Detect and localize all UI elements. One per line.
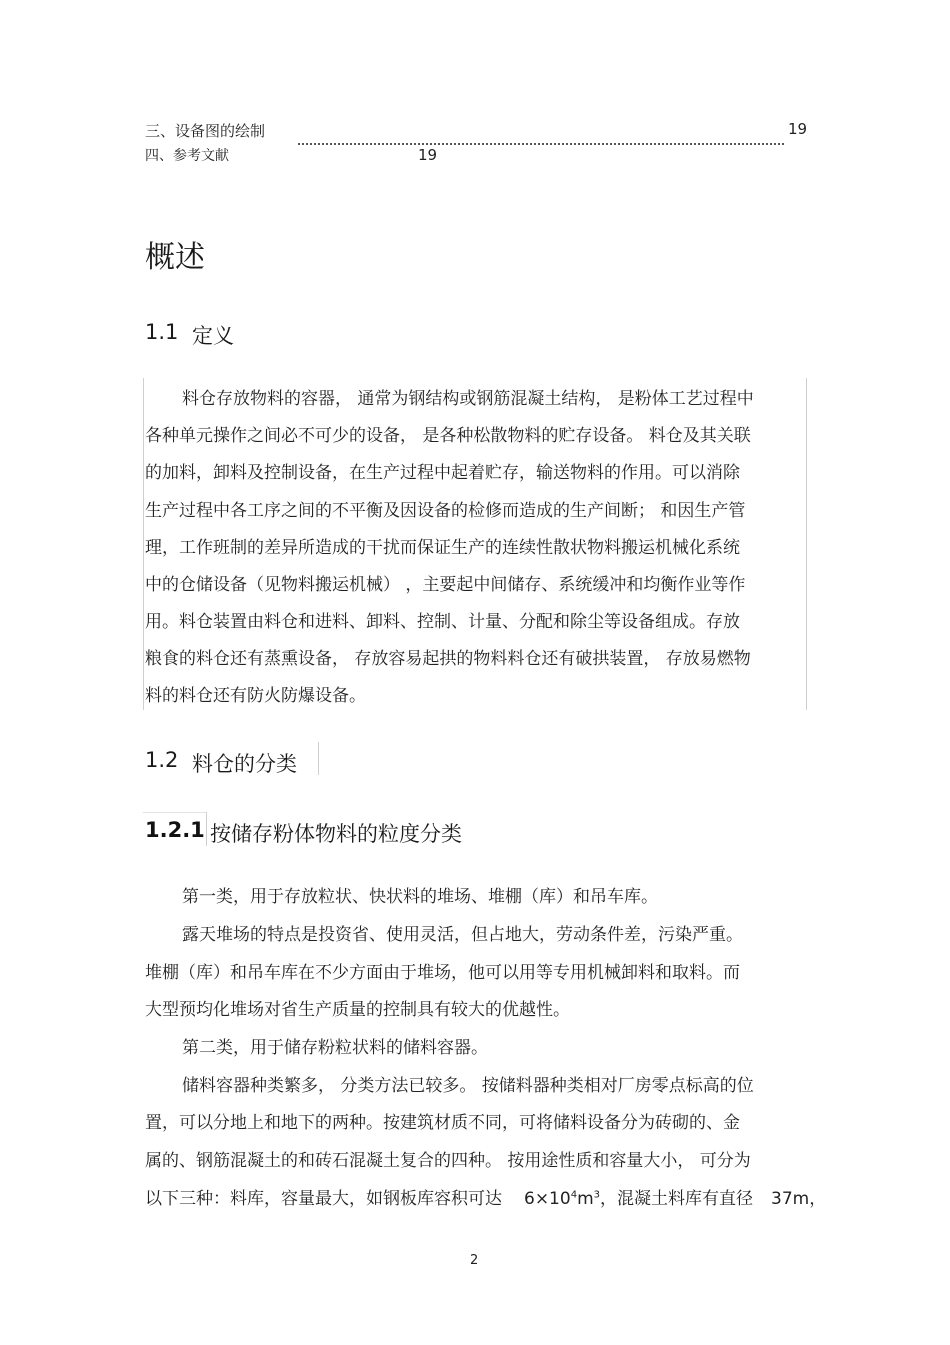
line-suffix: ，混凝土料库有直径 — [600, 1189, 754, 1209]
paragraph-line: 生产过程中各工序之间的不平衡及因设备的检修而造成的生产间断； 和因生产管 — [145, 501, 746, 521]
paragraph-line — [145, 1184, 826, 1209]
paragraph-line: 理，工作班制的差异所造成的干扰而保证生产的连续性散状物料搬运机械化系统 — [145, 538, 740, 558]
line-tail: 37m， — [771, 1189, 827, 1209]
toc-entry-page[interactable]: 19 — [788, 120, 808, 138]
math-exponent: 4 — [570, 1189, 578, 1201]
paragraph-line: 储料容器种类繁多， 分类方法已较多。 按储料器种类相对厂房零点标高的位 — [182, 1076, 754, 1096]
paragraph-line: 置，可以分地上和地下的两种。按建筑材质不同，可将储料设备分为砖砌的、金 — [145, 1113, 740, 1133]
heading-frame-rule — [143, 812, 207, 813]
heading-frame-rule — [318, 742, 319, 775]
toc-entry-label[interactable]: 四、参考文献 — [145, 148, 229, 164]
paragraph-line: 属的、钢筋混凝土的和砖石混凝土复合的四种。 按用途性质和容量大小， 可分为 — [145, 1151, 751, 1171]
chapter-title: 概述 — [145, 240, 205, 275]
paragraph-line: 中的仓储设备（见物料搬运机械） ，主要起中间储存、系统缓冲和均衡作业等作 — [145, 575, 746, 595]
paragraph-line: 第二类，用于储存粉粒状料的储料容器。 — [182, 1038, 488, 1058]
section-title: 定义 — [192, 324, 234, 348]
page-number: 2 — [470, 1253, 479, 1268]
toc-entry-page[interactable]: 19 — [418, 146, 438, 164]
math-mantissa: 6×10 — [524, 1189, 571, 1209]
toc-entry-label[interactable]: 三、设备图的绘制 — [145, 122, 266, 140]
paragraph-line: 第一类，用于存放粒状、快状料的堆场、堆棚（库）和吊车库。 — [182, 887, 658, 907]
section-number: 1.2 — [145, 748, 179, 772]
subsection-title: 按储存粉体物料的粒度分类 — [210, 822, 462, 846]
paragraph-line: 料仓存放物料的容器， 通常为钢结构或钢筋混凝土结构， 是粉体工艺过程中 — [182, 389, 754, 409]
paragraph-line: 用。料仓装置由料仓和进料、卸料、控制、计量、分配和除尘等设备组成。存放 — [145, 612, 740, 632]
paragraph-frame-right — [806, 378, 807, 710]
line-prefix: 以下三种：料库，容量最大，如钢板库容积可达 — [145, 1189, 502, 1209]
paragraph-line: 的加料，卸料及控制设备，在生产过程中起着贮存，输送物料的作用。可以消除 — [145, 463, 740, 483]
paragraph-line: 料的料仓还有防火防爆设备。 — [145, 686, 366, 706]
math-unit-exponent: 3 — [593, 1189, 601, 1201]
paragraph-line: 堆棚（库）和吊车库在不少方面由于堆场，他可以用等专用机械卸料和取料。而 — [145, 963, 740, 983]
paragraph-line: 各种单元操作之间必不可少的设备， 是各种松散物料的贮存设备。 料仓及其关联 — [145, 426, 751, 446]
paragraph-line: 大型预均化堆场对省生产质量的控制具有较大的优越性。 — [145, 1000, 570, 1020]
section-number: 1.1 — [145, 320, 179, 344]
heading-frame-rule — [206, 812, 207, 846]
math-unit: m — [577, 1189, 594, 1209]
section-title: 料仓的分类 — [192, 752, 297, 776]
paragraph-frame-left — [143, 378, 144, 710]
subsection-number: 1.2.1 — [145, 818, 205, 842]
paragraph-line: 粮食的料仓还有蒸熏设备， 存放容易起拱的物料料仓还有破拱装置， 存放易燃物 — [145, 649, 751, 669]
toc-leader-dots — [298, 131, 784, 145]
paragraph-line: 露天堆场的特点是投资省、使用灵活，但占地大，劳动条件差，污染严重。 — [182, 925, 743, 945]
